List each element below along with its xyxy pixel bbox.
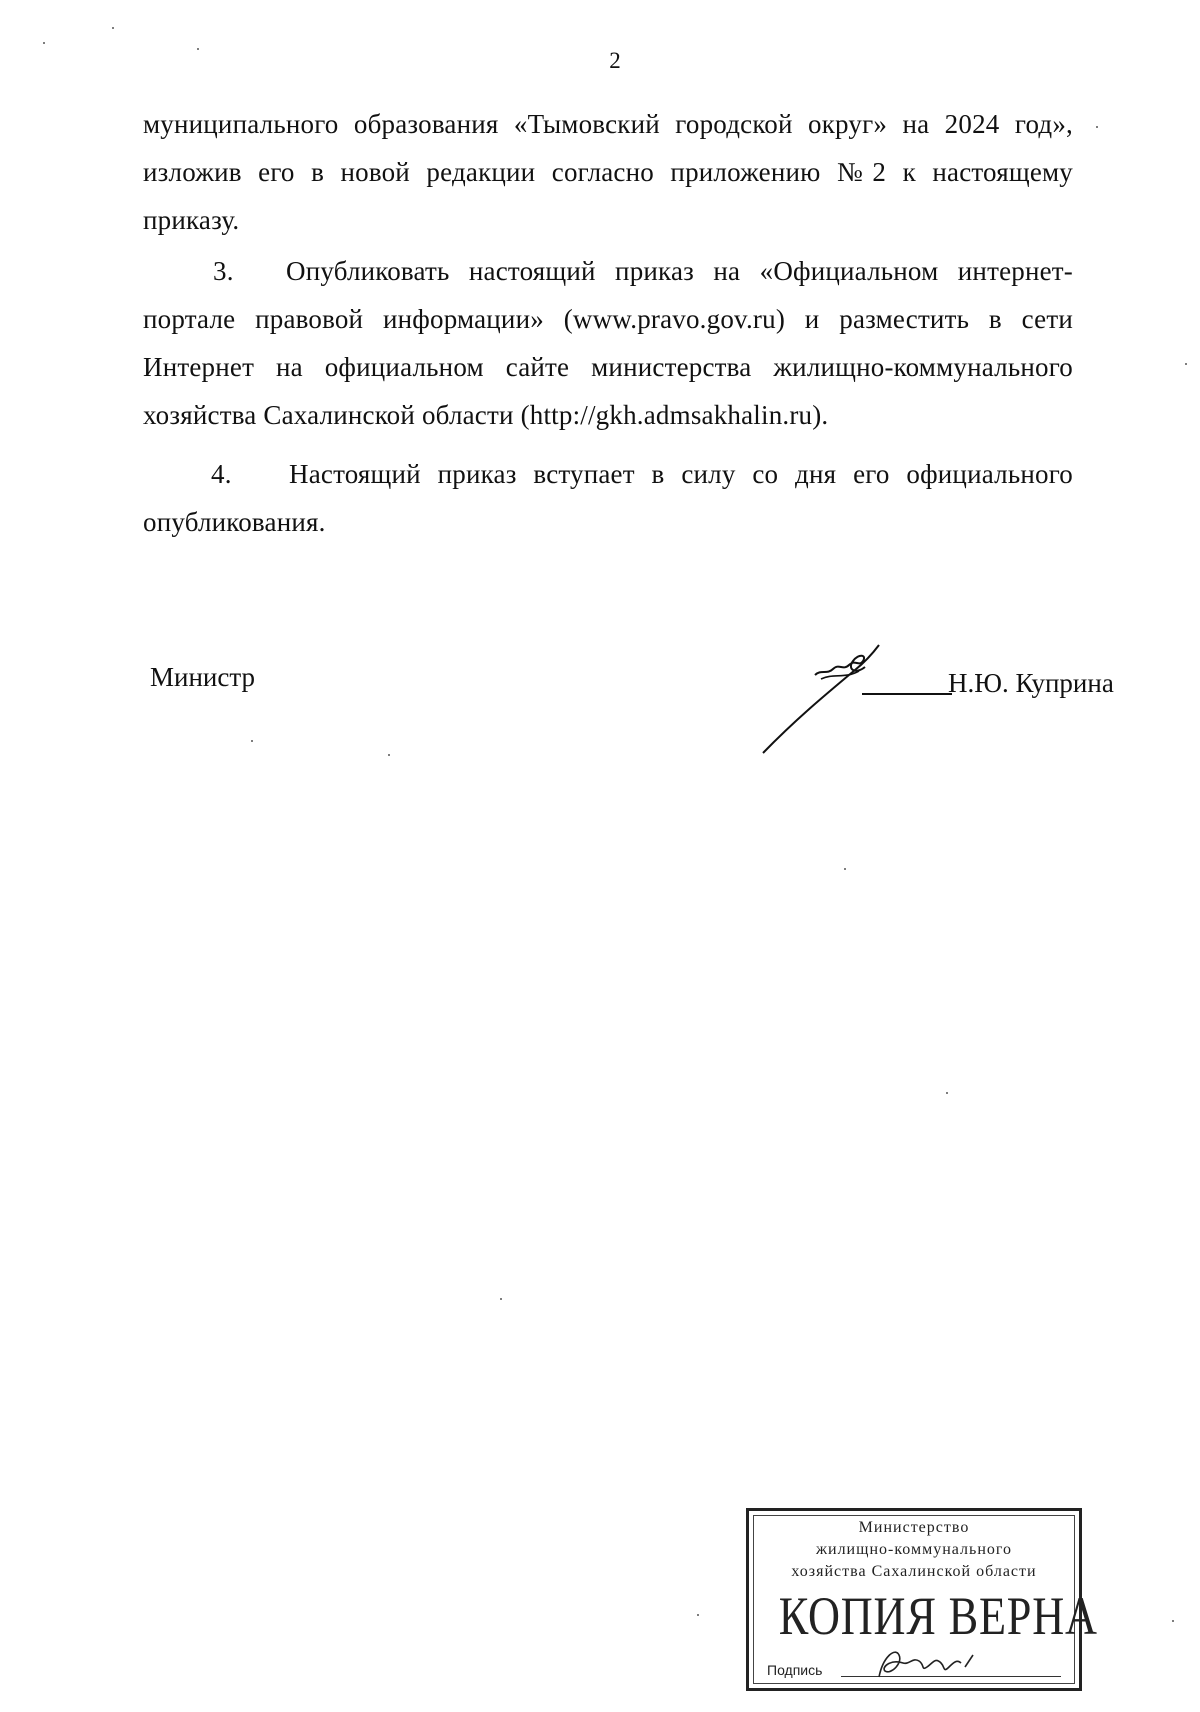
stamp-handwritten-signature bbox=[869, 1637, 989, 1687]
text-line: приказу. bbox=[143, 205, 240, 235]
stamp-org-line: Министерство bbox=[858, 1519, 970, 1536]
scan-speck bbox=[844, 868, 846, 870]
signatory-name: Н.Ю. Куприна bbox=[948, 668, 1114, 698]
scan-speck bbox=[112, 27, 114, 29]
signatory-title: Министр bbox=[150, 662, 255, 692]
stamp-certified-copy-text: КОПИЯ ВЕРНА bbox=[778, 1586, 1098, 1646]
scan-speck bbox=[1172, 1620, 1174, 1622]
scan-speck bbox=[1096, 126, 1098, 128]
scan-speck bbox=[946, 1092, 948, 1094]
item-number: 4. bbox=[211, 459, 232, 489]
scan-speck bbox=[43, 42, 45, 44]
stamp-org-line: хозяйства Сахалинской области bbox=[791, 1563, 1037, 1580]
signature-line bbox=[862, 693, 952, 695]
text-line: портале правовой информации» (www.pravo.gov.ru) и разместить в сети bbox=[143, 304, 1073, 334]
text-line: хозяйства Сахалинской области (http://gkh.admsakhalin.ru). bbox=[143, 400, 829, 430]
text-line: опубликования. bbox=[143, 507, 326, 537]
stamp-signature-label: Подпись bbox=[767, 1662, 823, 1678]
item-text: Настоящий приказ вступает в силу со дня его официального bbox=[289, 459, 1073, 489]
scan-speck bbox=[251, 740, 253, 742]
text-line: изложив его в новой редакции согласно приложению №2 к настоящему bbox=[143, 157, 1073, 187]
text-line: Интернет на официальном сайте министерства жилищно-коммунального bbox=[143, 352, 1073, 382]
scan-speck bbox=[500, 1298, 502, 1300]
list-item-4 bbox=[143, 450, 1073, 546]
scan-speck bbox=[388, 754, 390, 756]
scan-speck bbox=[197, 48, 199, 50]
paragraph-continuation bbox=[143, 100, 1073, 244]
item-text: Опубликовать настоящий приказ на «Официальном интернет- bbox=[286, 256, 1073, 286]
page-number: 2 bbox=[609, 48, 621, 73]
stamp-org-line: жилищно-коммунального bbox=[815, 1541, 1013, 1558]
certification-stamp bbox=[746, 1508, 1098, 1691]
text-line bbox=[143, 450, 1073, 498]
text-line bbox=[143, 247, 1073, 295]
item-number: 3. bbox=[213, 256, 234, 286]
scan-speck bbox=[697, 1614, 699, 1616]
list-item-3 bbox=[143, 247, 1073, 439]
handwritten-signature bbox=[755, 635, 955, 755]
text-line: муниципального образования «Тымовский городской округ» на 2024 год», bbox=[143, 109, 1073, 139]
scan-speck bbox=[1185, 363, 1187, 365]
